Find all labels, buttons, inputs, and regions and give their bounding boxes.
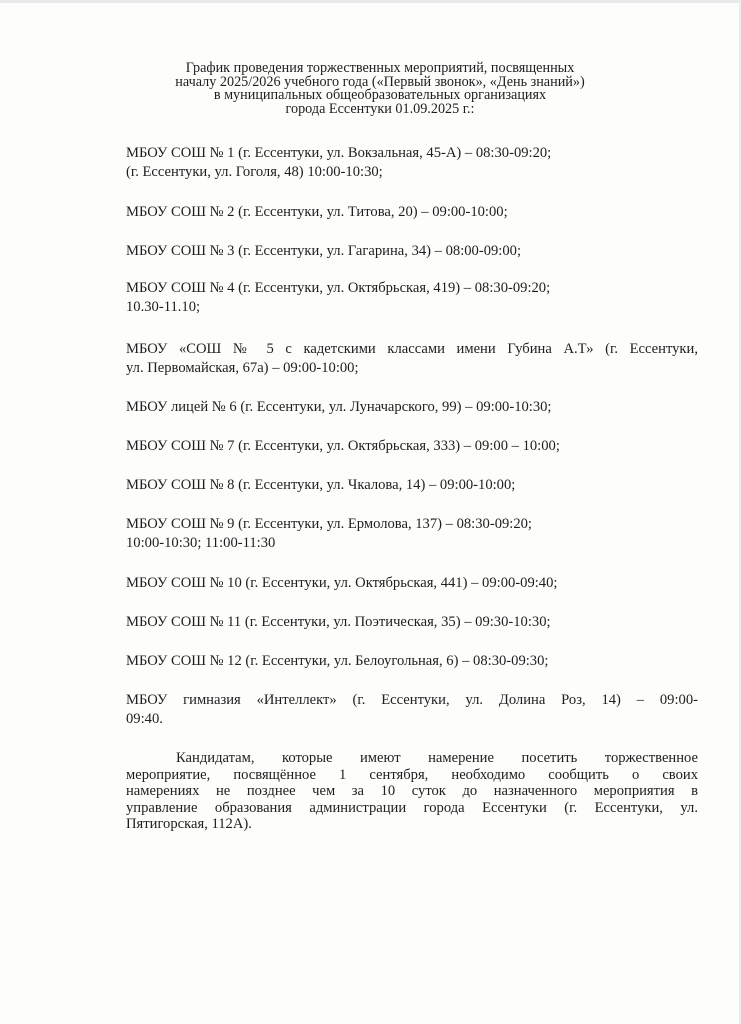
entry-line: МБОУ гимназия «Интеллект» (г. Ессентуки, ул. Долина Роз, 14) – 09:00- <box>126 692 698 708</box>
school-entry-8 <box>126 476 698 495</box>
document-title <box>120 62 640 116</box>
entry-line: МБОУ СОШ № 3 (г. Ессентуки, ул. Гагарина, 34) – 08:00-09:00; <box>126 243 522 259</box>
school-entry-6 <box>126 398 698 417</box>
entry-line: 09:40. <box>126 711 163 727</box>
school-entry-4 <box>126 279 698 317</box>
school-entry-5 <box>126 340 698 378</box>
entry-line: МБОУ СОШ № 11 (г. Ессентуки, ул. Поэтическая, 35) – 09:30-10:30; <box>126 614 551 630</box>
entry-line: МБОУ СОШ № 4 (г. Ессентуки, ул. Октябрьская, 419) – 08:30-09:20; <box>126 280 551 296</box>
entry-line: МБОУ СОШ № 9 (г. Ессентуки, ул. Ермолова, 137) – 08:30-09:20; <box>126 516 532 532</box>
school-entry-gymnasium <box>126 691 698 729</box>
entry-line: МБОУ СОШ № 12 (г. Ессентуки, ул. Белоугольная, 6) – 08:30-09:30; <box>126 653 549 669</box>
note-line: управление образования администрации города Ессентуки (г. Ессентуки, ул. <box>126 799 698 816</box>
title-line: График проведения торжественных мероприятий, посвященных <box>185 60 575 76</box>
note-line: Кандидатам, которые имеют намерение посетить торжественное <box>176 750 698 766</box>
school-entry-12 <box>126 652 698 671</box>
note-line: мероприятие, посвящённое 1 сентября, необходимо сообщить о своих <box>126 766 698 783</box>
entry-line: МБОУ лицей № 6 (г. Ессентуки, ул. Луначарского, 99) – 09:00-10:30; <box>126 399 552 415</box>
school-entry-3 <box>126 242 698 261</box>
school-entry-10 <box>126 574 698 593</box>
note-line: Пятигорская, 112А). <box>126 816 252 833</box>
entry-line: МБОУ «СОШ № 5 с кадетскими классами имени Губина А.Т» (г. Ессентуки, <box>126 341 698 357</box>
school-entry-9 <box>126 515 698 553</box>
entry-line: МБОУ СОШ № 10 (г. Ессентуки, ул. Октябрьская, 441) – 09:00-09:40; <box>126 575 558 591</box>
candidates-note <box>126 750 698 833</box>
entry-line: ул. Первомайская, 67а) – 09:00-10:00; <box>126 360 359 376</box>
title-line: города Ессентуки 01.09.2025 г.: <box>285 100 475 117</box>
title-line: началу 2025/2026 учебного года («Первый звонок», «День знаний») <box>175 73 585 90</box>
entry-line: МБОУ СОШ № 8 (г. Ессентуки, ул. Чкалова, 14) – 09:00-10:00; <box>126 477 516 493</box>
entry-line: 10.30-11.10; <box>126 299 201 315</box>
entry-line: 10:00-10:30; 11:00-11:30 <box>126 535 276 551</box>
title-line: в муниципальных общеобразовательных организациях <box>213 87 547 104</box>
school-entry-1 <box>126 144 698 182</box>
school-entry-2 <box>126 203 698 222</box>
entry-line: МБОУ СОШ № 1 (г. Ессентуки, ул. Вокзальная, 45-А) – 08:30-09:20; <box>126 145 552 161</box>
entry-line: МБОУ СОШ № 7 (г. Ессентуки, ул. Октябрьская, 333) – 09:00 – 10:00; <box>126 438 560 454</box>
school-entry-11 <box>126 613 698 632</box>
entry-line: (г. Ессентуки, ул. Гоголя, 48) 10:00-10:30; <box>126 164 383 180</box>
school-entry-7 <box>126 437 698 456</box>
note-line: намерениях не позднее чем за 10 суток до назначенного мероприятия в <box>126 783 698 800</box>
entry-line: МБОУ СОШ № 2 (г. Ессентуки, ул. Титова, 20) – 09:00-10:00; <box>126 204 508 220</box>
